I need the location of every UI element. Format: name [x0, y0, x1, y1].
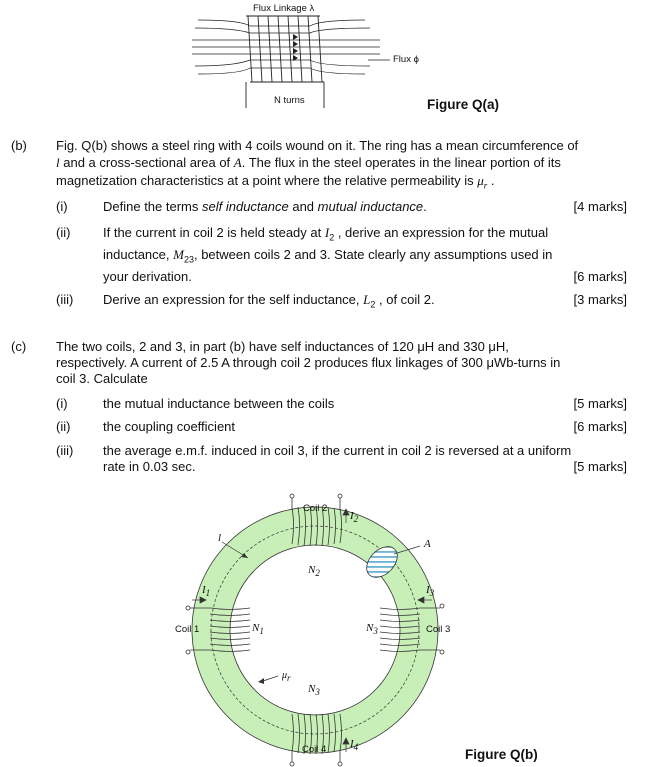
c-iii-num: (iii)	[56, 443, 74, 458]
I1-label: $I_1$	[202, 584, 211, 599]
n-turns-label: N turns	[274, 95, 305, 106]
part-b-label: (b)	[11, 138, 27, 153]
b-iii-marks: [3 marks]	[573, 292, 627, 307]
N1-label: $N_1$	[252, 622, 264, 637]
coil-4-label: Coil 4	[302, 744, 327, 755]
c-ii-marks: [6 marks]	[573, 419, 627, 434]
figure-qb	[170, 490, 470, 767]
l-label: l	[218, 532, 222, 544]
part-b-intro-line1: Fig. Q(b) shows a steel ring with 4 coils wound on it. The ring has a mean circumference of	[56, 138, 579, 153]
b-ii-line3: your derivation.	[103, 269, 192, 284]
N3-bottom-label: $N_3$	[308, 683, 320, 698]
coil-1-label: Coil 1	[175, 624, 200, 635]
c-iii-line2: rate in 0.03 sec.	[103, 459, 196, 474]
A-label: A	[424, 538, 431, 550]
c-iii-line1: the average e.m.f. induced in coil 3, if the current in coil 2 is reversed at a uniform	[103, 443, 572, 458]
flux-label: Flux ϕ	[393, 54, 419, 65]
part-b-intro-line2: l and a cross-sectional area of A. The flux in the steel operates in the linear portion of its	[56, 155, 561, 170]
c-i-text: the mutual inductance between the coils	[103, 396, 335, 411]
I4-label: $I_4$	[350, 738, 359, 753]
N2-label: $N_2$	[308, 564, 320, 579]
b-i-text: Define the terms self inductance and mutual inductance.	[103, 199, 427, 214]
mu-r-label: $\mu_r$	[282, 670, 291, 683]
part-c-intro-line3: coil 3. Calculate	[56, 371, 148, 386]
flux-linkage-label: Flux Linkage λ	[253, 3, 315, 14]
part-c-intro-line2: respectively. A current of 2.5 A through coil 2 produces flux linkages of 300 μWb-turns in	[56, 355, 561, 370]
c-ii-num: (ii)	[56, 419, 71, 434]
c-i-marks: [5 marks]	[573, 396, 627, 411]
b-ii-num: (ii)	[56, 225, 71, 240]
b-ii-marks: [6 marks]	[573, 269, 627, 284]
I3-label: $I_3$	[426, 584, 435, 599]
coil-3-label: Coil 3	[426, 624, 451, 635]
b-ii-line1: If the current in coil 2 is held steady at $I_2$ , derive an expression for the mutual	[103, 225, 549, 243]
c-ii-text: the coupling coefficient	[103, 419, 236, 434]
steel-ring-drawing	[170, 490, 470, 767]
I2-label: $I_2$	[350, 510, 359, 525]
c-i-num: (i)	[56, 396, 68, 411]
b-i-marks: [4 marks]	[573, 199, 627, 214]
b-ii-line2: inductance, $M_{23}$, between coils 2 and 3. State clearly any assumptions used in	[103, 247, 553, 265]
b-i-num: (i)	[56, 199, 68, 214]
b-iii-text: Derive an expression for the self inductance, $L_2$ , of coil 2.	[103, 292, 435, 310]
figure-qa-caption: Figure Q(a)	[427, 97, 500, 112]
part-c-intro-line1: The two coils, 2 and 3, in part (b) have self inductances of 120 μH and 330 μH,	[56, 339, 509, 354]
b-iii-num: (iii)	[56, 292, 74, 307]
figure-qb-caption: Figure Q(b)	[465, 747, 538, 762]
c-iii-marks: [5 marks]	[573, 459, 627, 474]
coil-2-label: Coil 2	[303, 503, 328, 514]
part-b-intro-line3: magnetization characteristics at a point where the relative permeability is $\mu_r$ .	[56, 173, 495, 191]
part-c-label: (c)	[11, 339, 27, 354]
N3-label: $N_3$	[366, 622, 378, 637]
